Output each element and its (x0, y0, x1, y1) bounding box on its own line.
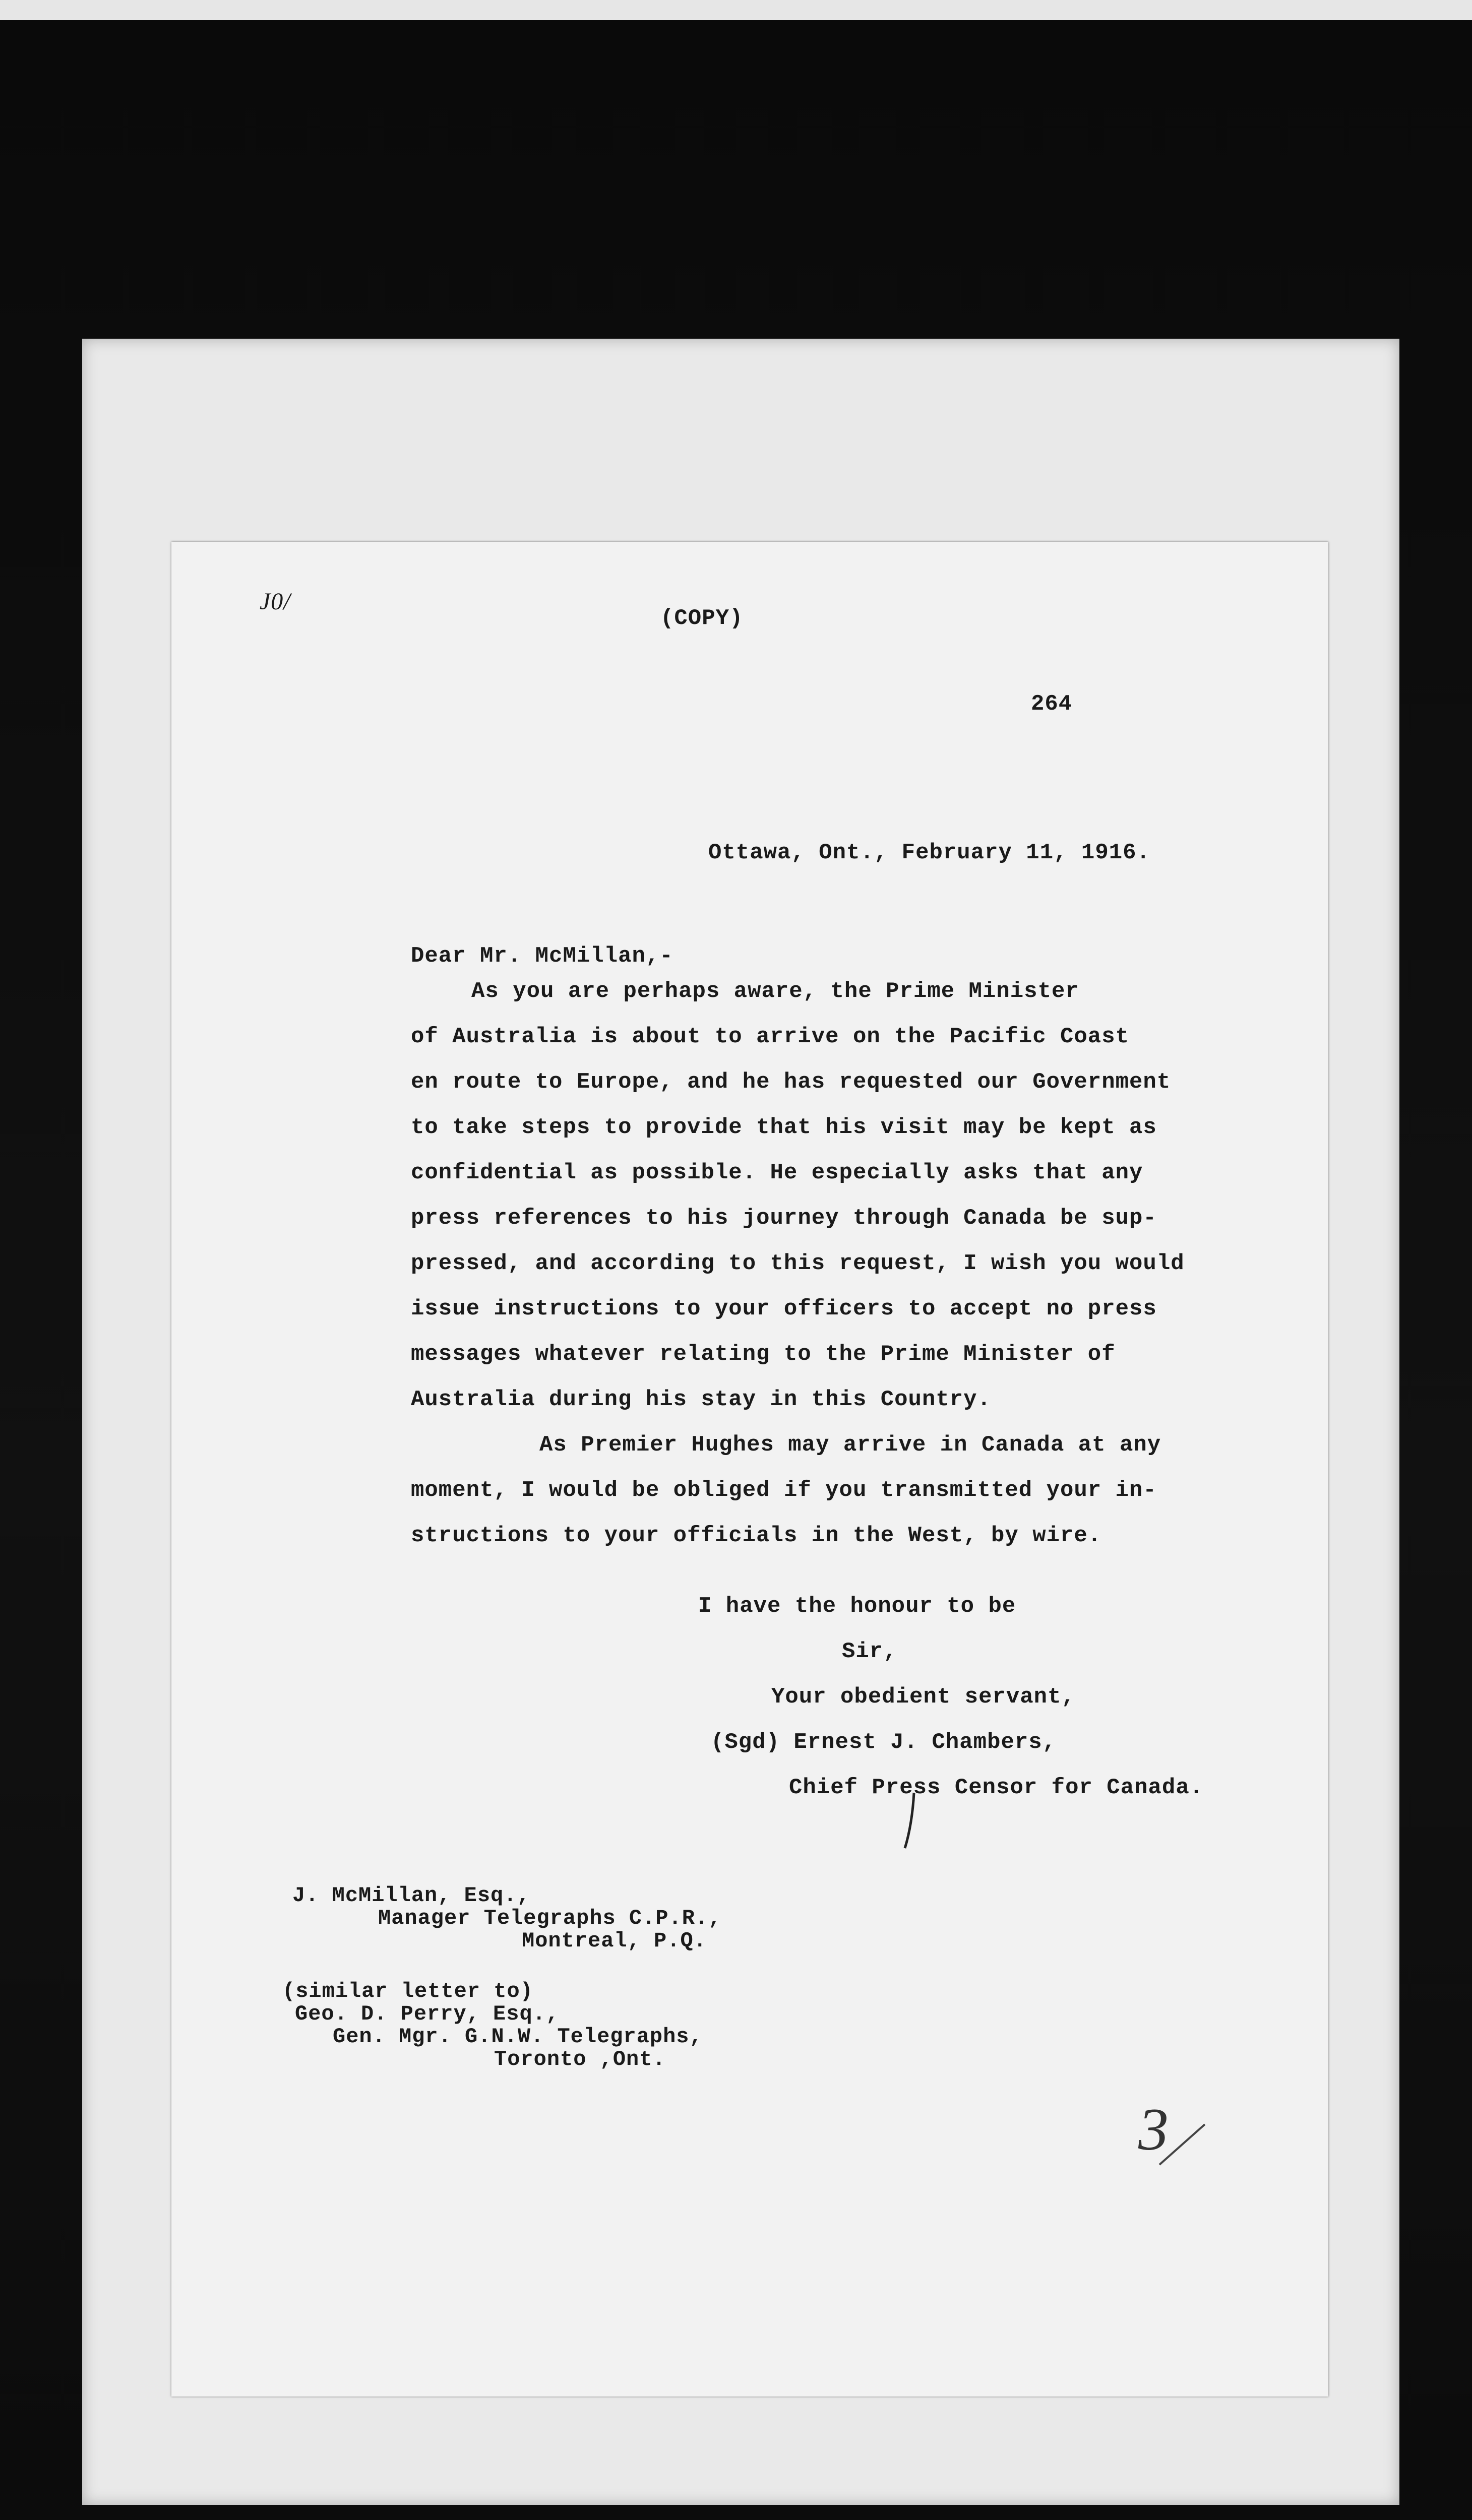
page-number: 264 (1031, 691, 1073, 717)
addressee-line: Manager Telegraphs C.P.R., (378, 1906, 722, 1930)
body-line: As Premier Hughes may arrive in Canada at any (539, 1432, 1161, 1458)
body-line: Australia during his stay in this Country. (411, 1387, 991, 1412)
body-line: to take steps to provide that his visit may be kept as (411, 1115, 1157, 1140)
salutation: Dear Mr. McMillan,- (411, 943, 673, 969)
closing-honour: I have the honour to be (698, 1594, 1016, 1619)
folio-number: 3 (1138, 2096, 1169, 2163)
closing-title: Chief Press Censor for Canada. (789, 1775, 1204, 1800)
body-line: pressed, and according to this request, I wish you would (411, 1251, 1185, 1276)
addressee-line: Geo. D. Perry, Esq., (295, 2002, 560, 2026)
body-line: structions to your officials in the West, by wire. (411, 1523, 1102, 1548)
body-line: confidential as possible. He especially asks that any (411, 1160, 1143, 1185)
addressee-line: Toronto ,Ont. (494, 2047, 666, 2071)
body-line: en route to Europe, and he has requested our Government (411, 1069, 1171, 1095)
closing-signature: (Sgd) Ernest J. Chambers, (711, 1730, 1057, 1755)
letter-page (171, 542, 1328, 2397)
addressee-line: (similar letter to) (282, 1979, 533, 2003)
body-line: As you are perhaps aware, the Prime Minister (471, 979, 1079, 1004)
closing-servant: Your obedient servant, (771, 1684, 1075, 1710)
film-top-edge (0, 0, 1472, 20)
body-line: of Australia is about to arrive on the Pacific Coast (411, 1024, 1130, 1049)
body-line: press references to his journey through Canada be sup- (411, 1206, 1157, 1231)
pen-stroke-mark (900, 1792, 920, 1852)
reference-mark: J0/ (260, 588, 291, 615)
body-line: issue instructions to your officers to accept no press (411, 1296, 1157, 1321)
addressee-line: Montreal, P.Q. (522, 1929, 707, 1953)
body-line: messages whatever relating to the Prime Minister of (411, 1342, 1116, 1367)
folio-mark (1129, 2094, 1210, 2170)
addressee-line: Gen. Mgr. G.N.W. Telegraphs, (333, 2025, 703, 2049)
date-line: Ottawa, Ont., February 11, 1916. (708, 840, 1150, 865)
body-line: moment, I would be obliged if you transmitted your in- (411, 1478, 1157, 1503)
closing-sir: Sir, (842, 1639, 897, 1664)
addressee-line: J. McMillan, Esq., (292, 1883, 530, 1908)
copy-label: (COPY) (660, 606, 744, 631)
